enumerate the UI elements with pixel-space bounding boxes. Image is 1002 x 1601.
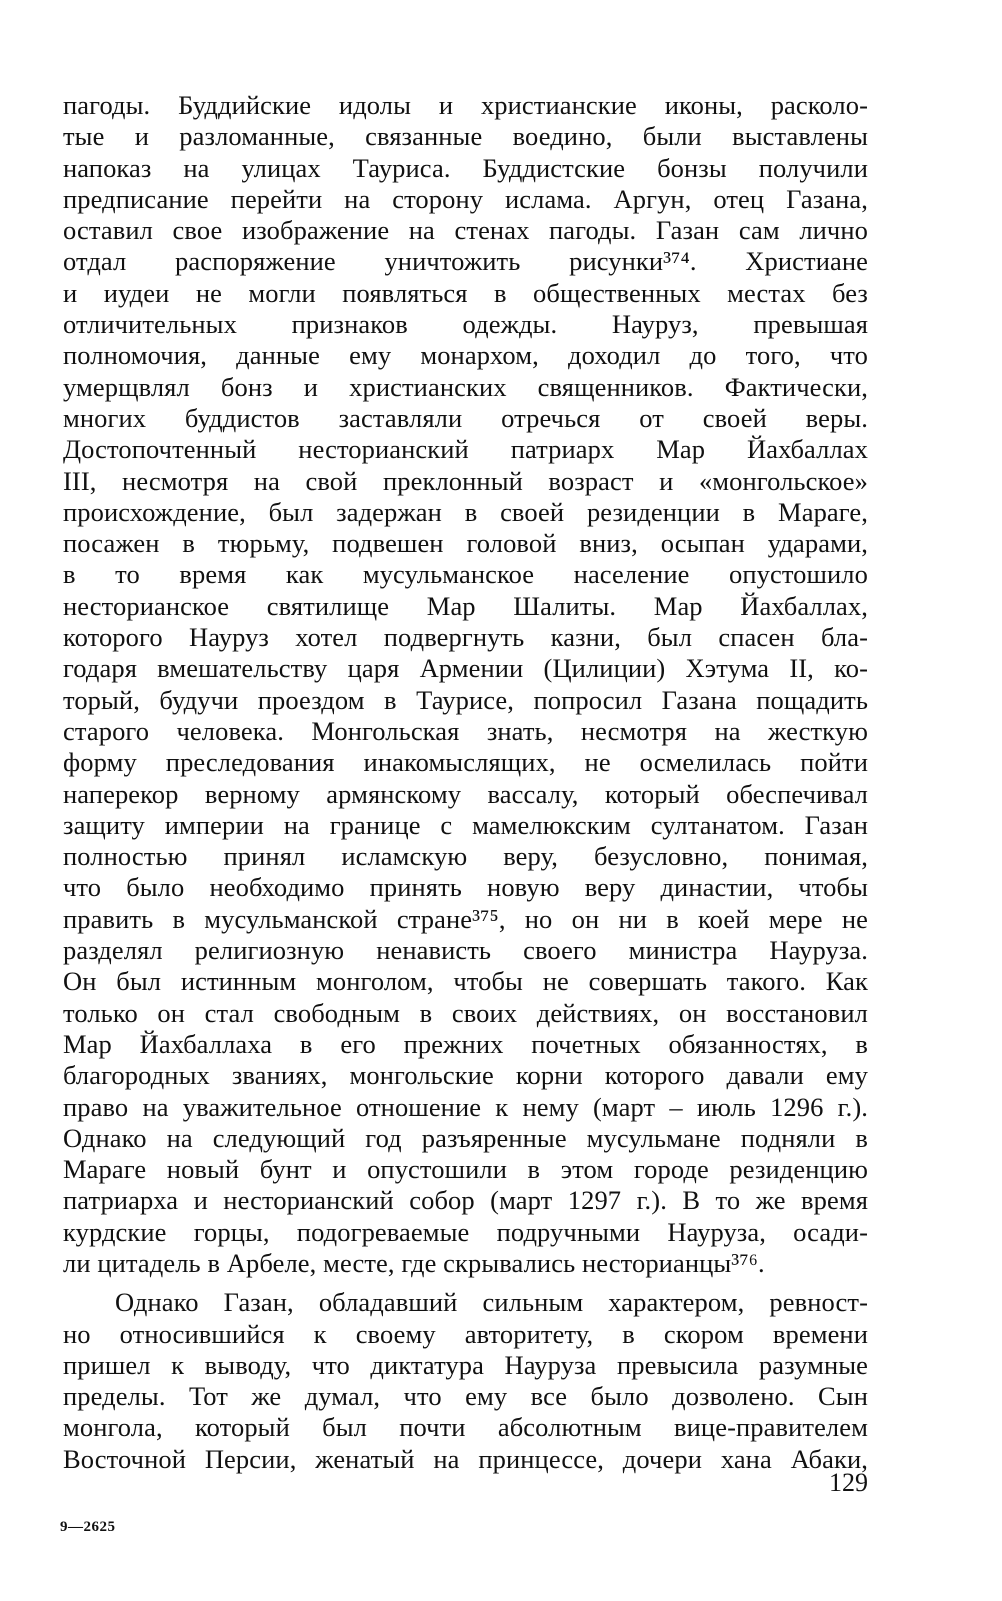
text-line: право на уважительное отношение к нему (март – июль 1296 г.). bbox=[63, 1091, 868, 1122]
text-line: пришел к выводу, что диктатура Науруза превысила разумные bbox=[63, 1349, 868, 1380]
text-line: годаря вмешательству царя Армении (Цилиции) Хэтума II, ко- bbox=[63, 653, 868, 684]
text-line: которого Науруз хотел подвергнуть казни, был спасен бла- bbox=[63, 622, 868, 653]
text-line: разделял религиозную ненависть своего министра Науруза. bbox=[63, 935, 868, 966]
text-line: наперекор верному армянскому вассалу, который обеспечивал bbox=[63, 778, 868, 809]
text-line: патриарха и несторианский собор (март 1297 г.). В то же время bbox=[63, 1185, 868, 1216]
text-line: пагоды. Буддийские идолы и христианские иконы, расколо- bbox=[63, 90, 868, 120]
text-line: монгола, который был почти абсолютным вице-правителем bbox=[63, 1412, 868, 1443]
text-line: Восточной Персии, женатый на принцессе, дочери хана Абаки, bbox=[63, 1443, 868, 1474]
text-line: Однако на следующий год разъяренные мусульмане подняли в bbox=[63, 1122, 868, 1153]
body-text bbox=[63, 90, 868, 1475]
text-line: Достопочтенный несторианский патриарх Мар Йахбаллах bbox=[63, 434, 868, 465]
text-line: Однако Газан, обладавший сильным характером, ревност- bbox=[115, 1287, 868, 1318]
text-line: оставил свое изображение на стенах пагоды. Газан сам лично bbox=[63, 215, 868, 246]
text-line: форму преследования инакомыслящих, не осмелилась пойти bbox=[63, 747, 868, 778]
text-line: но относившийся к своему авторитету, в скором времени bbox=[63, 1318, 868, 1349]
text-line: напоказ на улицах Тауриса. Буддистские бонзы получили bbox=[63, 152, 868, 183]
text-line: предписание перейти на сторону ислама. Аргун, отец Газана, bbox=[63, 183, 868, 214]
text-line: отдал распоряжение уничтожить рисунки³⁷⁴. Христиане bbox=[63, 246, 868, 277]
text-line: пределы. Тот же думал, что ему все было дозволено. Сын bbox=[63, 1381, 868, 1412]
text-line: в то время как мусульманское население опустошило bbox=[63, 559, 868, 590]
text-line: торый, будучи проездом в Таурисе, попросил Газана пощадить bbox=[63, 684, 868, 715]
printer-signature-mark: 9—2625 bbox=[60, 1519, 116, 1535]
text-line: и иудеи не могли появляться в общественных местах без bbox=[63, 277, 868, 308]
text-line: посажен в тюрьму, подвешен головой вниз, осыпан ударами, bbox=[63, 528, 868, 559]
text-line: только он стал свободным в своих действиях, он восстановил bbox=[63, 997, 868, 1028]
text-line: умерщвлял бонз и христианских священников. Фактически, bbox=[63, 371, 868, 402]
page-number: 129 bbox=[829, 1468, 868, 1497]
text-line: что было необходимо принять новую веру династии, чтобы bbox=[63, 872, 868, 903]
text-line: Мар Йахбаллаха в его прежних почетных обязанностях, в bbox=[63, 1028, 868, 1059]
paragraph-2 bbox=[63, 1287, 868, 1475]
text-line: курдские горцы, подогреваемые подручными Науруза, осади- bbox=[63, 1216, 868, 1247]
text-line: многих буддистов заставляли отречься от своей веры. bbox=[63, 402, 868, 433]
text-line: Он был истинным монголом, чтобы не совершать такого. Как bbox=[63, 966, 868, 997]
text-line: старого человека. Монгольская знать, несмотря на жесткую bbox=[63, 715, 868, 746]
text-line: править в мусульманской стране³⁷⁵, но он ни в коей мере не bbox=[63, 903, 868, 934]
text-line: полностью принял исламскую веру, безусловно, понимая, bbox=[63, 841, 868, 872]
paragraph-1 bbox=[63, 90, 868, 1279]
text-line: несторианское святилище Мар Шалиты. Мар Йахбаллах, bbox=[63, 590, 868, 621]
text-line: тые и разломанные, связанные воедино, были выставлены bbox=[63, 121, 868, 152]
text-line: полномочия, данные ему монархом, доходил до того, что bbox=[63, 340, 868, 371]
text-line: отличительных признаков одежды. Науруз, превышая bbox=[63, 309, 868, 340]
text-line: благородных званиях, монгольские корни которого давали ему bbox=[63, 1060, 868, 1091]
text-line: Мараге новый бунт и опустошили в этом городе резиденцию bbox=[63, 1154, 868, 1185]
text-line: ли цитадель в Арбеле, месте, где скрывались несторианцы³⁷⁶. bbox=[63, 1247, 765, 1278]
text-line: III, несмотря на свой преклонный возраст и «монгольское» bbox=[63, 465, 868, 496]
text-line: защиту империи на границе с мамелюкским султанатом. Газан bbox=[63, 809, 868, 840]
paragraph-gap bbox=[63, 1279, 868, 1287]
text-line: происхождение, был задержан в своей резиденции в Мараге, bbox=[63, 496, 868, 527]
